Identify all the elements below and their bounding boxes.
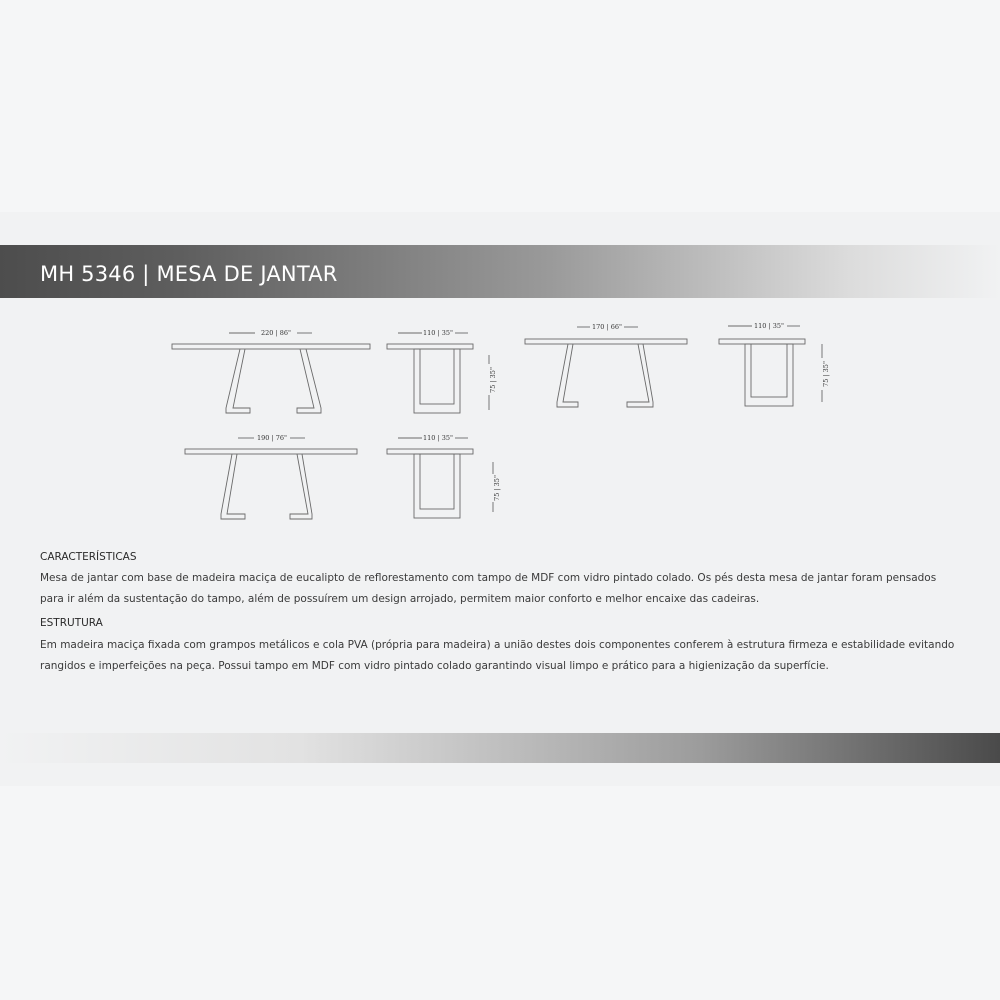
table-side-view-110b (719, 326, 822, 406)
dimension-label-6: 75 | 35" (822, 361, 830, 387)
dimension-label-5: 110 | 35" (754, 322, 784, 330)
table-front-view-170 (525, 327, 687, 407)
dimension-label-8: 110 | 35" (423, 434, 453, 442)
dimension-label-7: 190 | 76" (257, 434, 287, 442)
table-front-view-190 (185, 438, 357, 519)
section-heading-estrutura: ESTRUTURA (40, 617, 103, 629)
dimension-label-1: 220 | 86" (261, 329, 291, 337)
dimension-label-4: 170 | 66" (592, 323, 622, 331)
bottom-bar (0, 733, 1000, 763)
table-front-view-220 (172, 333, 370, 413)
estrutura-line-2: rangidos e imperfeições na peça. Possui tampo em MDF com vidro pintado colado garantindo visual limpo e prático para a higienização da superfície. (40, 660, 829, 672)
table-side-view-110a (387, 333, 489, 413)
caracteristicas-line-1: Mesa de jantar com base de madeira maciça de eucalipto de reflorestamento com tampo de MDF com vidro pintado colado. Os pés desta mesa de jantar foram pensados (40, 572, 937, 584)
caracteristicas-text (40, 568, 965, 610)
estrutura-line-1: Em madeira maciça fixada com grampos metálicos e cola PVA (própria para madeira) a união destes dois componentes conferem à estrutura firmeza e estabilidade evitando (40, 639, 955, 651)
caracteristicas-line-2: para ir além da sustentação do tampo, além de possuírem um design arrojado, permitem maior conforto e melhor encaixe das cadeiras. (40, 593, 760, 605)
dimension-label-9: 75 | 35" (493, 475, 501, 501)
section-heading-caracteristicas: CARACTERÍSTICAS (40, 551, 137, 563)
dimension-label-2: 110 | 35" (423, 329, 453, 337)
table-side-view-110c (387, 438, 493, 518)
dimension-label-3: 75 | 35" (489, 367, 497, 393)
page-title: MH 5346 | MESA DE JANTAR (40, 262, 338, 286)
estrutura-text (40, 635, 965, 677)
